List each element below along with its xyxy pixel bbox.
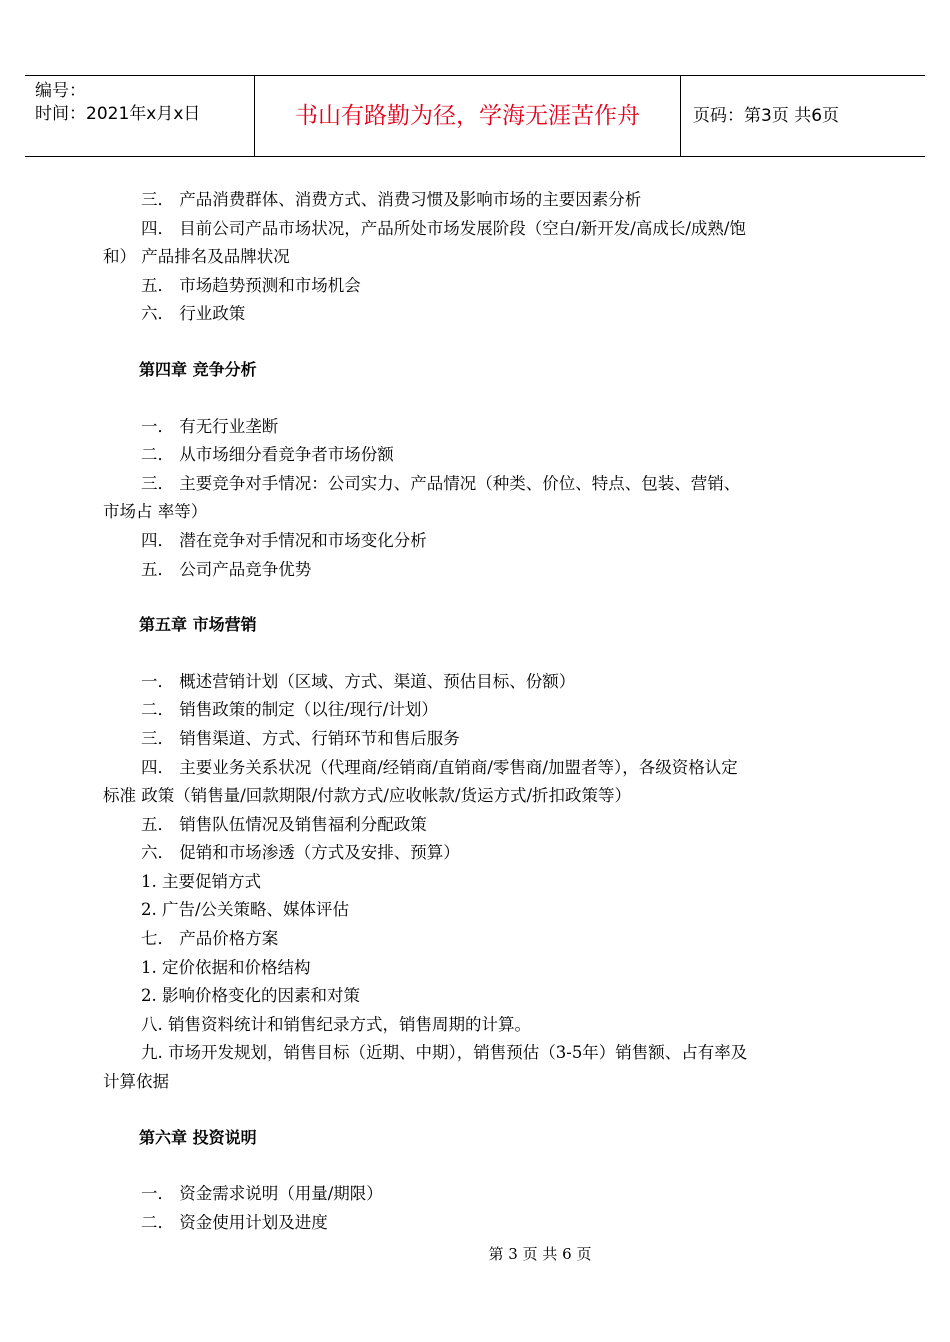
list-item: 九. 市场开发规划，销售目标（近期、中期），销售预估（3-5年）销售额、占有率及 <box>141 1043 748 1063</box>
sub-list-item: 2. 广告/公关策略、媒体评估 <box>141 900 350 920</box>
sub-list-item: 2. 影响价格变化的因素和对策 <box>141 986 360 1006</box>
list-item-continuation: 计算依据 <box>103 1072 169 1092</box>
sub-list-item: 1. 主要促销方式 <box>141 871 261 891</box>
list-item: 二． 资金使用计划及进度 <box>141 1212 328 1232</box>
list-item: 四． 潜在竞争对手情况和市场变化分析 <box>141 530 427 550</box>
chapter-heading: 第五章 市场营销 <box>139 615 257 635</box>
list-item: 八. 销售资料统计和销售纪录方式，销售周期的计算。 <box>141 1014 531 1034</box>
list-item: 一． 资金需求说明（用量/期限） <box>141 1184 383 1204</box>
list-item: 四． 主要业务关系状况（代理商/经销商/直销商/零售商/加盟者等），各级资格认定 <box>141 757 738 777</box>
list-item-continuation: 标准 政策（销售量/回款期限/付款方式/应收帐款/货运方式/折扣政策等） <box>103 786 632 806</box>
header-page-number: 页码：第3页 共6页 <box>693 106 840 126</box>
list-item: 六． 行业政策 <box>141 304 246 324</box>
list-item: 七． 产品价格方案 <box>141 929 279 949</box>
header-meta <box>25 76 255 156</box>
list-item: 二． 从市场细分看竞争者市场份额 <box>141 445 394 465</box>
list-item: 三． 主要竞争对手情况：公司实力、产品情况（种类、价位、特点、包装、营销、 <box>141 473 741 493</box>
list-item: 一． 有无行业垄断 <box>141 416 279 436</box>
list-item: 五． 市场趋势预测和市场机会 <box>141 275 361 295</box>
list-item: 二． 销售政策的制定（以往/现行/计划） <box>141 700 438 720</box>
list-item: 三． 产品消费群体、消费方式、消费习惯及影响市场的主要因素分析 <box>141 190 642 209</box>
page-footer: 第 3 页 共 6 页 <box>488 1245 592 1263</box>
sub-list-item: 1. 定价依据和价格结构 <box>141 957 311 977</box>
document-number: 编号： <box>35 81 86 101</box>
list-item-continuation: 和） 产品排名及品牌状况 <box>103 247 290 267</box>
list-item: 五． 销售队伍情况及销售福利分配政策 <box>141 814 427 834</box>
page-header <box>25 75 925 157</box>
chapter-heading: 第四章 竞争分析 <box>139 359 257 379</box>
list-item-continuation: 市场占 率等） <box>103 502 208 522</box>
document-date: 时间：2021年x月x日 <box>35 104 201 124</box>
list-item: 一． 概述营销计划（区域、方式、渠道、预估目标、份额） <box>141 671 576 691</box>
list-item: 五． 公司产品竞争优势 <box>141 559 312 579</box>
list-item: 三． 销售渠道、方式、行销环节和售后服务 <box>141 728 460 748</box>
header-motto: 书山有路勤为径，学海无涯苦作舟 <box>255 76 681 156</box>
list-item: 六． 促销和市场渗透（方式及安排、预算） <box>141 843 460 863</box>
list-item: 四． 目前公司产品市场状况，产品所处市场发展阶段（空白/新开发/高成长/成熟/饱 <box>141 218 746 238</box>
chapter-heading: 第六章 投资说明 <box>139 1127 257 1147</box>
document-body <box>103 186 853 1237</box>
